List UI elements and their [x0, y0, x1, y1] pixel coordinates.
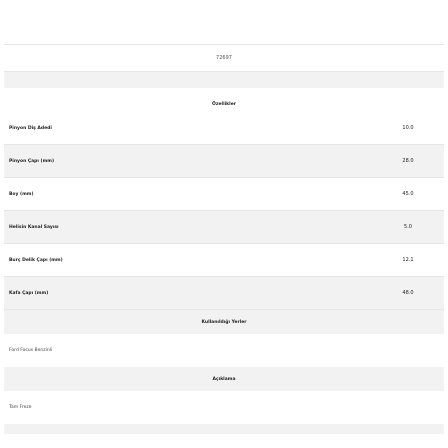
spec-row-helix-channels — [4, 211, 444, 244]
spec-value: 10.0 — [402, 125, 414, 131]
spec-label: Boy (mm) — [9, 191, 34, 197]
spec-value: 12.1 — [402, 257, 414, 263]
spec-row-length — [4, 178, 444, 211]
usage-text: Ford Focus Benzinli — [9, 348, 53, 353]
usage-title: Kullanıldığı Yerler — [201, 319, 247, 325]
footer-band — [4, 424, 444, 434]
spec-value: 45.0 — [402, 191, 414, 197]
spec-label: Pinyon Diş Adedi — [9, 125, 52, 131]
description-title: Açıklama — [212, 376, 236, 382]
spec-label: Helisin Kanal Sayısı — [9, 224, 59, 230]
product-code-row — [4, 44, 444, 72]
spec-row-pinion-teeth — [4, 112, 444, 145]
description-header — [4, 367, 444, 391]
spec-value: 5.0 — [404, 224, 412, 230]
description-row — [4, 391, 444, 424]
specs-header — [4, 96, 444, 112]
spec-label: Pinyon Çapı (mm) — [9, 158, 54, 164]
spec-value: 48.0 — [402, 290, 414, 296]
specs-title: Özellikler — [212, 101, 236, 107]
product-code: 72697 — [216, 55, 232, 61]
description-text: Tam Freze — [9, 405, 32, 410]
divider-band — [4, 72, 444, 88]
product-spec-sheet — [4, 44, 444, 434]
usage-row — [4, 334, 444, 367]
spec-row-head-diameter — [4, 277, 444, 310]
spec-value: 28.0 — [402, 158, 414, 164]
spacer — [4, 88, 444, 96]
spec-row-pinion-diameter — [4, 145, 444, 178]
spec-row-bushing-bore — [4, 244, 444, 277]
spec-label: Kafa Çapı (mm) — [9, 290, 49, 296]
spec-label: Burç Delik Çapı (mm) — [9, 257, 63, 263]
usage-header — [4, 310, 444, 334]
